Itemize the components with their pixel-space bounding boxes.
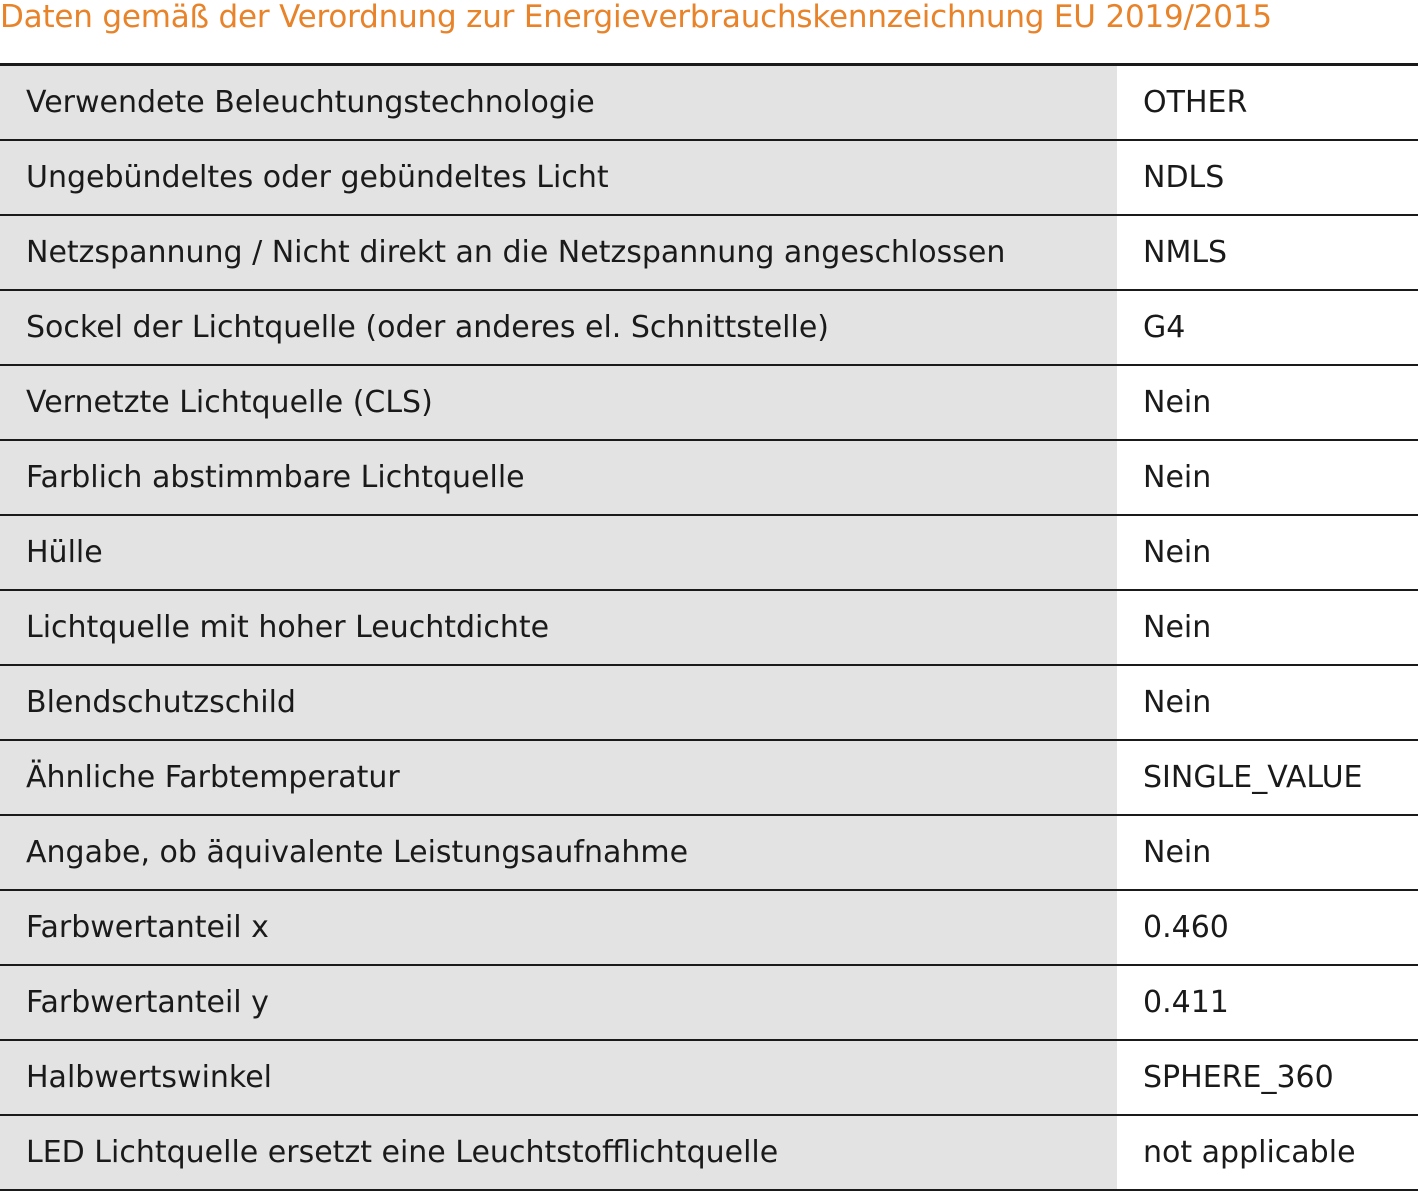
row-value: OTHER [1117, 65, 1418, 141]
row-label: Ähnliche Farbtemperatur [0, 740, 1117, 815]
row-value: NDLS [1117, 140, 1418, 215]
table-row [0, 1040, 1418, 1115]
spec-table [0, 63, 1418, 1191]
row-value: not applicable [1117, 1115, 1418, 1190]
table-row [0, 140, 1418, 215]
row-value: NMLS [1117, 215, 1418, 290]
page-title: Daten gemäß der Verordnung zur Energieverbrauchskennzeichnung EU 2019/2015 [0, 0, 1272, 35]
row-value: SPHERE_360 [1117, 1040, 1418, 1115]
row-value: G4 [1117, 290, 1418, 365]
row-label: Lichtquelle mit hoher Leuchtdichte [0, 590, 1117, 665]
table-row [0, 365, 1418, 440]
table-row [0, 740, 1418, 815]
row-label: Farblich abstimmbare Lichtquelle [0, 440, 1117, 515]
table-row [0, 890, 1418, 965]
table-row [0, 965, 1418, 1040]
table-row [0, 290, 1418, 365]
table-row [0, 215, 1418, 290]
row-label: Angabe, ob äquivalente Leistungsaufnahme [0, 815, 1117, 890]
row-label: Farbwertanteil y [0, 965, 1117, 1040]
row-label: Ungebündeltes oder gebündeltes Licht [0, 140, 1117, 215]
row-label: Verwendete Beleuchtungstechnologie [0, 65, 1117, 141]
table-row [0, 1115, 1418, 1190]
row-value: Nein [1117, 515, 1418, 590]
row-value: Nein [1117, 365, 1418, 440]
row-value: 0.460 [1117, 890, 1418, 965]
row-value: Nein [1117, 590, 1418, 665]
row-value: Nein [1117, 815, 1418, 890]
row-label: Sockel der Lichtquelle (oder anderes el. Schnittstelle) [0, 290, 1117, 365]
row-label: Hülle [0, 515, 1117, 590]
table-row [0, 65, 1418, 141]
table-row [0, 590, 1418, 665]
table-row [0, 665, 1418, 740]
table-row [0, 440, 1418, 515]
row-value: Nein [1117, 440, 1418, 515]
row-value: SINGLE_VALUE [1117, 740, 1418, 815]
row-value: 0.411 [1117, 965, 1418, 1040]
row-label: Netzspannung / Nicht direkt an die Netzspannung angeschlossen [0, 215, 1117, 290]
row-label: LED Lichtquelle ersetzt eine Leuchtstofflichtquelle [0, 1115, 1117, 1190]
row-value: Nein [1117, 665, 1418, 740]
table-row [0, 815, 1418, 890]
table-row [0, 515, 1418, 590]
row-label: Blendschutzschild [0, 665, 1117, 740]
row-label: Halbwertswinkel [0, 1040, 1117, 1115]
row-label: Farbwertanteil x [0, 890, 1117, 965]
row-label: Vernetzte Lichtquelle (CLS) [0, 365, 1117, 440]
